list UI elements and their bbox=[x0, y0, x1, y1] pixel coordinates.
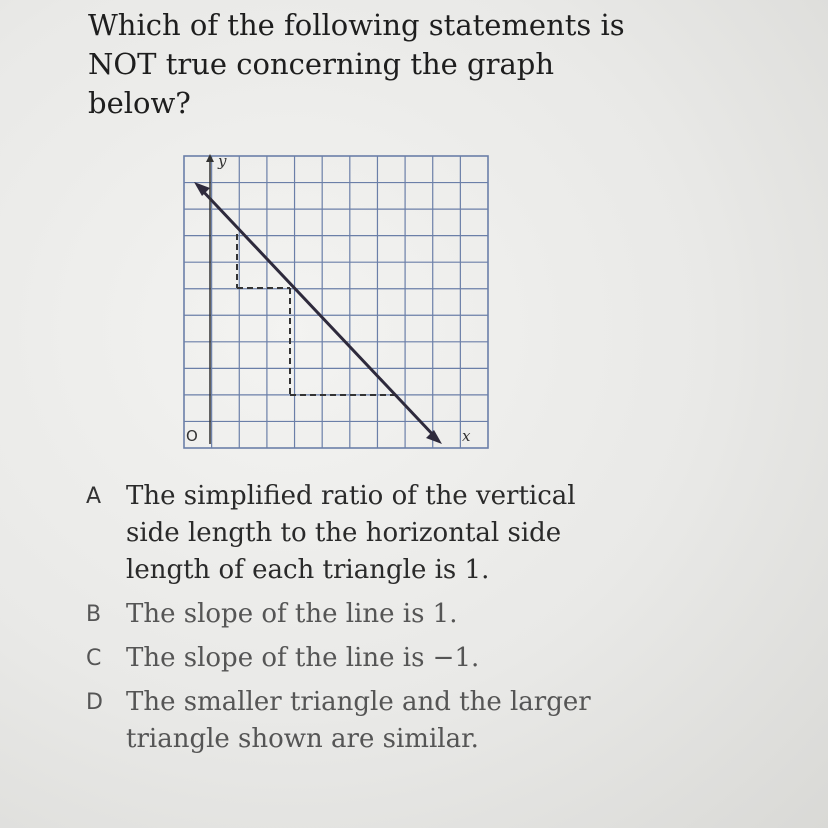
choice-text: The smaller triangle and the larger bbox=[126, 687, 591, 717]
choice-text: The slope of the line is 1. bbox=[126, 599, 458, 629]
question-line: below? bbox=[88, 86, 191, 120]
choice-text: The simplified ratio of the vertical bbox=[126, 481, 576, 511]
choice-b[interactable] bbox=[86, 596, 646, 633]
line-graph bbox=[200, 188, 436, 438]
choice-letter: A bbox=[86, 484, 102, 509]
choice-letter: C bbox=[86, 646, 102, 671]
question-line: NOT true concerning the graph bbox=[88, 47, 555, 81]
choice-letter: B bbox=[86, 602, 102, 627]
answer-choices bbox=[86, 478, 646, 765]
question-text bbox=[88, 6, 648, 123]
grid-lines bbox=[184, 156, 488, 448]
y-axis-label: y bbox=[218, 152, 227, 170]
question-line: Which of the following statements is bbox=[88, 8, 625, 42]
choice-d[interactable] bbox=[86, 684, 646, 758]
x-axis-label: x bbox=[462, 427, 471, 445]
grid-frame bbox=[184, 156, 488, 448]
y-axis-arrow bbox=[206, 154, 214, 162]
choice-text: side length to the horizontal side bbox=[126, 518, 562, 548]
small-triangle bbox=[237, 234, 290, 288]
choice-text: length of each triangle is 1. bbox=[126, 555, 490, 585]
coordinate-graph bbox=[180, 148, 492, 454]
choice-a[interactable] bbox=[86, 478, 646, 589]
choice-letter: D bbox=[86, 690, 103, 715]
choice-text: triangle shown are similar. bbox=[126, 724, 479, 754]
choice-text: The slope of the line is −1. bbox=[126, 643, 480, 673]
choice-c[interactable] bbox=[86, 640, 646, 677]
origin-label: O bbox=[186, 427, 198, 445]
